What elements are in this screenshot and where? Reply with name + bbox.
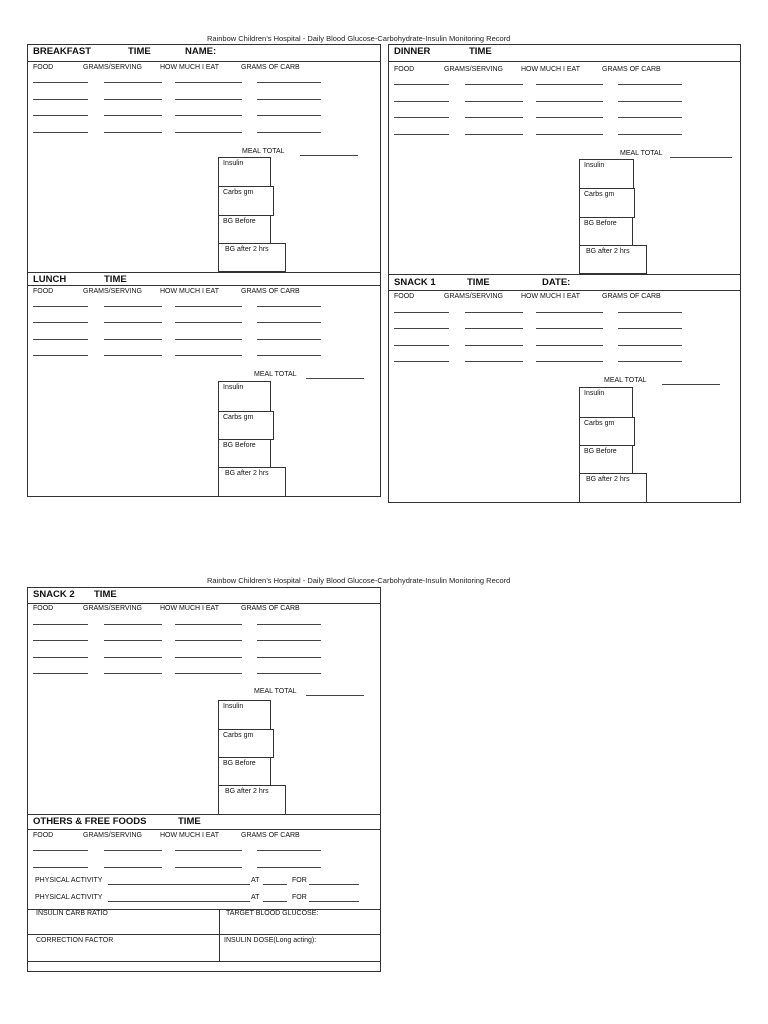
- others-title: OTHERS & FREE FOODS: [33, 816, 147, 827]
- entry-line[interactable]: [104, 115, 162, 116]
- column-grams: GRAMS/SERVING: [83, 605, 142, 612]
- entry-line[interactable]: [104, 82, 162, 83]
- column-food: FOOD: [33, 64, 54, 71]
- page-title: Rainbow Children’s Hospital - Daily Blood Glucose-Carbohydrate-Insulin Monitoring Record: [207, 34, 511, 43]
- at-field[interactable]: [263, 884, 287, 885]
- entry-line[interactable]: [104, 322, 162, 323]
- column-how-much: HOW MUCH I EAT: [160, 832, 219, 839]
- snack2-time-label: TIME: [94, 589, 117, 600]
- entry-line[interactable]: [465, 312, 523, 313]
- entry-line[interactable]: [257, 624, 321, 625]
- column-carb: GRAMS OF CARB: [602, 66, 661, 73]
- entry-line[interactable]: [175, 339, 242, 340]
- entry-line[interactable]: [104, 673, 162, 674]
- entry-line[interactable]: [33, 355, 88, 356]
- entry-line[interactable]: [465, 101, 523, 102]
- name-label[interactable]: NAME:: [185, 46, 217, 57]
- insulin-carb-ratio-label[interactable]: INSULIN CARB RATIO: [36, 910, 108, 917]
- entry-line[interactable]: [104, 132, 162, 133]
- entry-line[interactable]: [175, 82, 242, 83]
- bg-before-box[interactable]: BG Before: [218, 439, 271, 468]
- entry-line[interactable]: [257, 322, 321, 323]
- entry-line[interactable]: [175, 115, 242, 116]
- column-how-much: HOW MUCH I EAT: [160, 64, 219, 71]
- physical-activity-label: PHYSICAL ACTIVITY: [35, 894, 103, 901]
- entry-line[interactable]: [175, 99, 242, 100]
- entry-line[interactable]: [536, 345, 603, 346]
- entry-line[interactable]: [175, 322, 242, 323]
- entry-line[interactable]: [33, 673, 88, 674]
- entry-line[interactable]: [104, 355, 162, 356]
- carbs-box[interactable]: Carbs gm: [579, 188, 635, 218]
- bg-after-box[interactable]: BG after 2 hrs: [218, 467, 286, 497]
- entry-line[interactable]: [33, 624, 88, 625]
- entry-line[interactable]: [257, 640, 321, 641]
- column-how-much: HOW MUCH I EAT: [160, 288, 219, 295]
- snack2-title: SNACK 2: [33, 589, 75, 600]
- snack1-time-label: TIME: [467, 277, 490, 288]
- entry-line[interactable]: [33, 82, 88, 83]
- entry-line[interactable]: [33, 339, 88, 340]
- entry-line[interactable]: [465, 345, 523, 346]
- entry-line[interactable]: [33, 99, 88, 100]
- entry-line[interactable]: [465, 134, 523, 135]
- bg-after-box[interactable]: BG after 2 hrs: [579, 473, 647, 503]
- entry-line[interactable]: [257, 132, 321, 133]
- target-bg-label[interactable]: TARGET BLOOD GLUCOSE:: [226, 910, 319, 917]
- entry-line[interactable]: [104, 657, 162, 658]
- column-grams: GRAMS/SERVING: [83, 288, 142, 295]
- for-field[interactable]: [309, 884, 359, 885]
- entry-line[interactable]: [104, 624, 162, 625]
- column-how-much: HOW MUCH I EAT: [160, 605, 219, 612]
- carbs-box[interactable]: Carbs gm: [218, 186, 274, 216]
- entry-line[interactable]: [104, 339, 162, 340]
- entry-line[interactable]: [33, 306, 88, 307]
- column-food: FOOD: [33, 288, 54, 295]
- entry-line[interactable]: [175, 850, 242, 851]
- entry-line[interactable]: [618, 328, 682, 329]
- entry-line[interactable]: [33, 850, 88, 851]
- for-label: FOR: [292, 894, 307, 901]
- insulin-dose-label[interactable]: INSULIN DOSE(Long acting):: [224, 937, 317, 944]
- lunch-title: LUNCH: [33, 274, 67, 285]
- bg-before-box[interactable]: BG Before: [579, 445, 633, 474]
- entry-line[interactable]: [33, 640, 88, 641]
- meal-total-label: MEAL TOTAL: [242, 148, 285, 155]
- entry-line[interactable]: [33, 132, 88, 133]
- dinner-time-label: TIME: [469, 46, 492, 57]
- bg-after-box[interactable]: BG after 2 hrs: [218, 785, 286, 815]
- column-grams: GRAMS/SERVING: [444, 293, 503, 300]
- entry-line[interactable]: [104, 867, 162, 868]
- entry-line[interactable]: [394, 345, 449, 346]
- breakfast-time-label: TIME: [128, 46, 151, 57]
- dinner-title: DINNER: [394, 46, 431, 57]
- column-food: FOOD: [394, 293, 415, 300]
- page-title: Rainbow Children’s Hospital - Daily Blood Glucose-Carbohydrate-Insulin Monitoring Record: [207, 576, 511, 585]
- entry-line[interactable]: [257, 339, 321, 340]
- entry-line[interactable]: [104, 850, 162, 851]
- entry-line[interactable]: [175, 640, 242, 641]
- meal-total-label: MEAL TOTAL: [604, 377, 647, 384]
- column-grams: GRAMS/SERVING: [83, 832, 142, 839]
- bg-before-box[interactable]: BG Before: [218, 757, 271, 786]
- entry-line[interactable]: [257, 657, 321, 658]
- entry-line[interactable]: [618, 101, 682, 102]
- entry-line[interactable]: [536, 361, 603, 362]
- entry-line[interactable]: [33, 322, 88, 323]
- column-food: FOOD: [394, 66, 415, 73]
- entry-line[interactable]: [536, 101, 603, 102]
- entry-line[interactable]: [33, 867, 88, 868]
- insulin-box[interactable]: Insulin: [218, 381, 271, 412]
- entry-line[interactable]: [394, 84, 449, 85]
- column-carb: GRAMS OF CARB: [241, 832, 300, 839]
- lunch-time-label: TIME: [104, 274, 127, 285]
- meal-total-field[interactable]: [670, 157, 732, 158]
- entry-line[interactable]: [618, 312, 682, 313]
- entry-line[interactable]: [257, 850, 321, 851]
- bg-after-box[interactable]: BG after 2 hrs: [218, 243, 286, 272]
- column-food: FOOD: [33, 605, 54, 612]
- insulin-box[interactable]: Insulin: [579, 159, 634, 189]
- for-field[interactable]: [309, 901, 359, 902]
- entry-line[interactable]: [394, 101, 449, 102]
- physical-activity-field[interactable]: [108, 884, 250, 885]
- entry-line[interactable]: [257, 867, 321, 868]
- entry-line[interactable]: [175, 657, 242, 658]
- entry-line[interactable]: [536, 312, 603, 313]
- at-label: AT: [251, 894, 260, 901]
- entry-line[interactable]: [175, 673, 242, 674]
- entry-line[interactable]: [257, 82, 321, 83]
- entry-line[interactable]: [257, 115, 321, 116]
- physical-activity-field[interactable]: [108, 901, 250, 902]
- entry-line[interactable]: [175, 867, 242, 868]
- entry-line[interactable]: [257, 99, 321, 100]
- entry-line[interactable]: [175, 306, 242, 307]
- bg-after-box[interactable]: BG after 2 hrs: [579, 245, 647, 274]
- entry-line[interactable]: [465, 361, 523, 362]
- physical-activity-label: PHYSICAL ACTIVITY: [35, 877, 103, 884]
- meal-total-field[interactable]: [662, 384, 720, 385]
- entry-line[interactable]: [465, 328, 523, 329]
- column-how-much: HOW MUCH I EAT: [521, 293, 580, 300]
- meal-total-label: MEAL TOTAL: [254, 688, 297, 695]
- entry-line[interactable]: [618, 345, 682, 346]
- entry-line[interactable]: [175, 355, 242, 356]
- entry-line[interactable]: [394, 312, 449, 313]
- bg-before-box[interactable]: BG Before: [579, 217, 633, 246]
- entry-line[interactable]: [33, 115, 88, 116]
- left-form-block: [27, 44, 381, 497]
- carbs-box[interactable]: Carbs gm: [579, 417, 635, 446]
- entry-line[interactable]: [104, 99, 162, 100]
- entry-line[interactable]: [618, 134, 682, 135]
- column-carb: GRAMS OF CARB: [241, 288, 300, 295]
- entry-line[interactable]: [536, 134, 603, 135]
- entry-line[interactable]: [257, 306, 321, 307]
- snack1-title: SNACK 1: [394, 277, 436, 288]
- meal-total-field[interactable]: [306, 695, 364, 696]
- entry-line[interactable]: [465, 84, 523, 85]
- at-label: AT: [251, 877, 260, 884]
- column-food: FOOD: [33, 832, 54, 839]
- insulin-box[interactable]: Insulin: [218, 700, 271, 730]
- entry-line[interactable]: [618, 117, 682, 118]
- bg-before-box[interactable]: BG Before: [218, 215, 271, 244]
- column-carb: GRAMS OF CARB: [241, 605, 300, 612]
- entry-line[interactable]: [536, 117, 603, 118]
- at-field[interactable]: [263, 901, 287, 902]
- others-time-label: TIME: [178, 816, 201, 827]
- entry-line[interactable]: [618, 84, 682, 85]
- entry-line[interactable]: [257, 355, 321, 356]
- entry-line[interactable]: [536, 84, 603, 85]
- column-carb: GRAMS OF CARB: [241, 64, 300, 71]
- entry-line[interactable]: [394, 117, 449, 118]
- meal-total-label: MEAL TOTAL: [254, 371, 297, 378]
- correction-factor-label[interactable]: CORRECTION FACTOR: [36, 937, 114, 944]
- entry-line[interactable]: [104, 640, 162, 641]
- breakfast-title: BREAKFAST: [33, 46, 92, 57]
- entry-line[interactable]: [394, 134, 449, 135]
- entry-line[interactable]: [394, 328, 449, 329]
- carbs-box[interactable]: Carbs gm: [218, 729, 274, 758]
- entry-line[interactable]: [33, 657, 88, 658]
- entry-line[interactable]: [104, 306, 162, 307]
- meal-total-field[interactable]: [306, 378, 364, 379]
- column-how-much: HOW MUCH I EAT: [521, 66, 580, 73]
- entry-line[interactable]: [618, 361, 682, 362]
- column-grams: GRAMS/SERVING: [444, 66, 503, 73]
- for-label: FOR: [292, 877, 307, 884]
- meal-total-field[interactable]: [300, 155, 358, 156]
- entry-line[interactable]: [175, 624, 242, 625]
- entry-line[interactable]: [175, 132, 242, 133]
- insulin-box[interactable]: Insulin: [218, 157, 271, 187]
- date-label[interactable]: DATE:: [542, 277, 571, 288]
- column-carb: GRAMS OF CARB: [602, 293, 661, 300]
- entry-line[interactable]: [536, 328, 603, 329]
- insulin-box[interactable]: Insulin: [579, 387, 633, 418]
- meal-total-label: MEAL TOTAL: [620, 150, 663, 157]
- column-grams: GRAMS/SERVING: [83, 64, 142, 71]
- entry-line[interactable]: [394, 361, 449, 362]
- carbs-box[interactable]: Carbs gm: [218, 411, 274, 440]
- entry-line[interactable]: [257, 673, 321, 674]
- entry-line[interactable]: [465, 117, 523, 118]
